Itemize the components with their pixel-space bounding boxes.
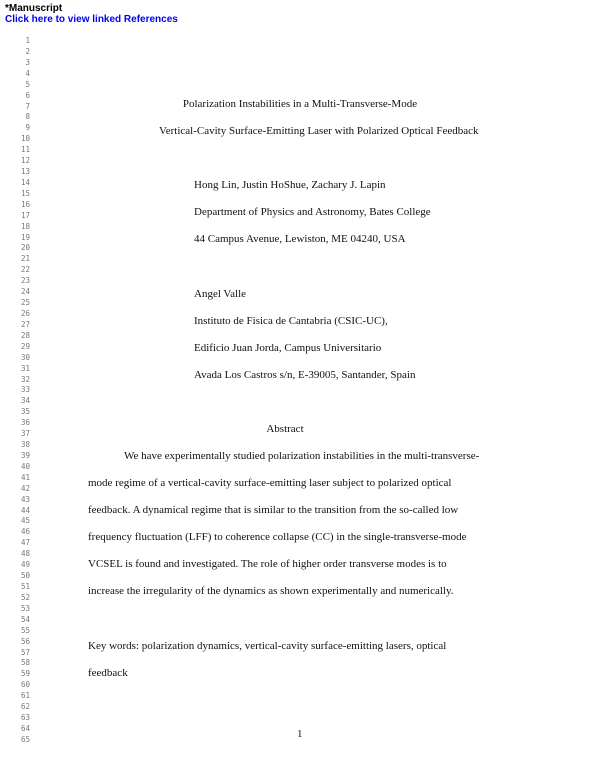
- line-number: 17: [20, 210, 30, 220]
- line-number: 21: [20, 254, 30, 264]
- line-number: 63: [20, 713, 30, 723]
- line-number: 24: [20, 287, 30, 297]
- line-number: 14: [20, 177, 30, 187]
- line-number: 26: [20, 309, 30, 318]
- line-number: 30: [20, 352, 30, 362]
- line-number: 34: [20, 396, 30, 406]
- line-number: 27: [20, 319, 30, 329]
- line-number: 45: [20, 516, 30, 526]
- author2-address-2: Avada Los Castros s/n, E-39005, Santander, Spain: [194, 369, 416, 381]
- abstract-line: We have experimentally studied polarization instabilities in the multi-transverse-: [124, 450, 480, 462]
- line-number: 19: [20, 232, 30, 242]
- line-number: 31: [20, 363, 30, 373]
- line-number: 58: [20, 658, 30, 668]
- line-number: 9: [25, 123, 30, 133]
- line-number: 23: [20, 276, 30, 286]
- line-number: 41: [20, 472, 30, 482]
- line-number: 29: [20, 341, 30, 351]
- line-number: 1: [25, 36, 30, 45]
- abstract-line: increase the irregularity of the dynamics as shown experimentally and numerically.: [88, 585, 454, 597]
- manuscript-label: *Manuscript: [5, 3, 63, 14]
- line-number: 56: [20, 636, 30, 646]
- line-number: 37: [20, 429, 30, 439]
- line-number: 50: [20, 571, 30, 581]
- line-number: 33: [20, 385, 30, 395]
- line-number: 3: [25, 57, 30, 67]
- line-number: 7: [25, 101, 30, 111]
- abstract-line: frequency fluctuation (LFF) to coherence collapse (CC) in the single-transverse-mode: [88, 531, 467, 543]
- line-number: 32: [20, 374, 30, 384]
- line-number: 4: [25, 68, 30, 78]
- line-number: 35: [20, 407, 30, 417]
- abstract-heading: Abstract: [266, 423, 304, 435]
- line-number: 51: [20, 582, 30, 591]
- abstract-line: mode regime of a vertical-cavity surface-emitting laser subject to polarized optical: [88, 477, 452, 489]
- line-number: 52: [20, 592, 30, 602]
- line-number: 16: [20, 199, 30, 209]
- line-number: 54: [20, 614, 30, 624]
- authors-address: 44 Campus Avenue, Lewiston, ME 04240, USA: [194, 233, 406, 245]
- abstract-line: VCSEL is found and investigated. The role of higher order transverse modes is to: [88, 558, 447, 570]
- line-number: 36: [20, 418, 30, 428]
- line-number: 25: [20, 298, 30, 308]
- author2-name: Angel Valle: [194, 288, 247, 300]
- line-number: 42: [20, 483, 30, 493]
- line-number: 62: [20, 702, 30, 712]
- line-number: 65: [20, 734, 30, 744]
- line-number: 20: [20, 243, 30, 253]
- line-number: 11: [20, 145, 30, 155]
- line-number: 43: [20, 494, 30, 504]
- line-number: 59: [20, 669, 30, 679]
- line-number: 47: [20, 538, 30, 548]
- line-number: 44: [20, 505, 30, 515]
- line-number: 49: [20, 560, 30, 570]
- title-line-2: Vertical-Cavity Surface-Emitting Laser with Polarized Optical Feedback: [159, 125, 479, 137]
- abstract-line: feedback. A dynamical regime that is similar to the transition from the so-called low: [88, 504, 459, 516]
- line-number: 6: [25, 90, 30, 100]
- keywords-line-2: feedback: [88, 667, 128, 679]
- line-number: 46: [20, 527, 30, 537]
- keywords-line-1: Key words: polarization dynamics, vertical-cavity surface-emitting lasers, optical: [88, 640, 447, 652]
- line-number: 48: [20, 549, 30, 559]
- line-number: 8: [25, 112, 30, 122]
- authors-names: Hong Lin, Justin HoShue, Zachary J. Lapin: [194, 179, 386, 191]
- author2-affiliation: Instituto de Fisica de Cantabria (CSIC-UC),: [194, 315, 388, 327]
- line-number: 5: [25, 79, 30, 89]
- line-number: 38: [20, 440, 30, 450]
- authors-affiliation: Department of Physics and Astronomy, Bates College: [194, 206, 431, 218]
- line-number: 64: [20, 723, 30, 733]
- page-number: 1: [297, 728, 303, 740]
- line-number: 12: [20, 156, 30, 166]
- linked-references-link[interactable]: Click here to view linked References: [5, 14, 178, 25]
- line-number: 53: [20, 603, 30, 613]
- line-number: 57: [20, 647, 30, 657]
- author2-address-1: Edificio Juan Jorda, Campus Universitario: [194, 342, 382, 354]
- line-number: 28: [20, 330, 30, 340]
- line-number: 18: [20, 221, 30, 231]
- line-number: 10: [20, 134, 30, 144]
- line-number: 60: [20, 680, 30, 690]
- line-number: 39: [20, 450, 30, 460]
- line-number: 13: [20, 167, 30, 177]
- line-number: 40: [20, 461, 30, 471]
- line-number: 22: [20, 265, 30, 275]
- line-number: 61: [20, 691, 30, 701]
- line-number: 15: [20, 188, 30, 198]
- line-number: 55: [20, 625, 30, 635]
- title-line-1: Polarization Instabilities in a Multi-Transverse-Mode: [182, 98, 418, 110]
- line-number: 2: [25, 46, 30, 56]
